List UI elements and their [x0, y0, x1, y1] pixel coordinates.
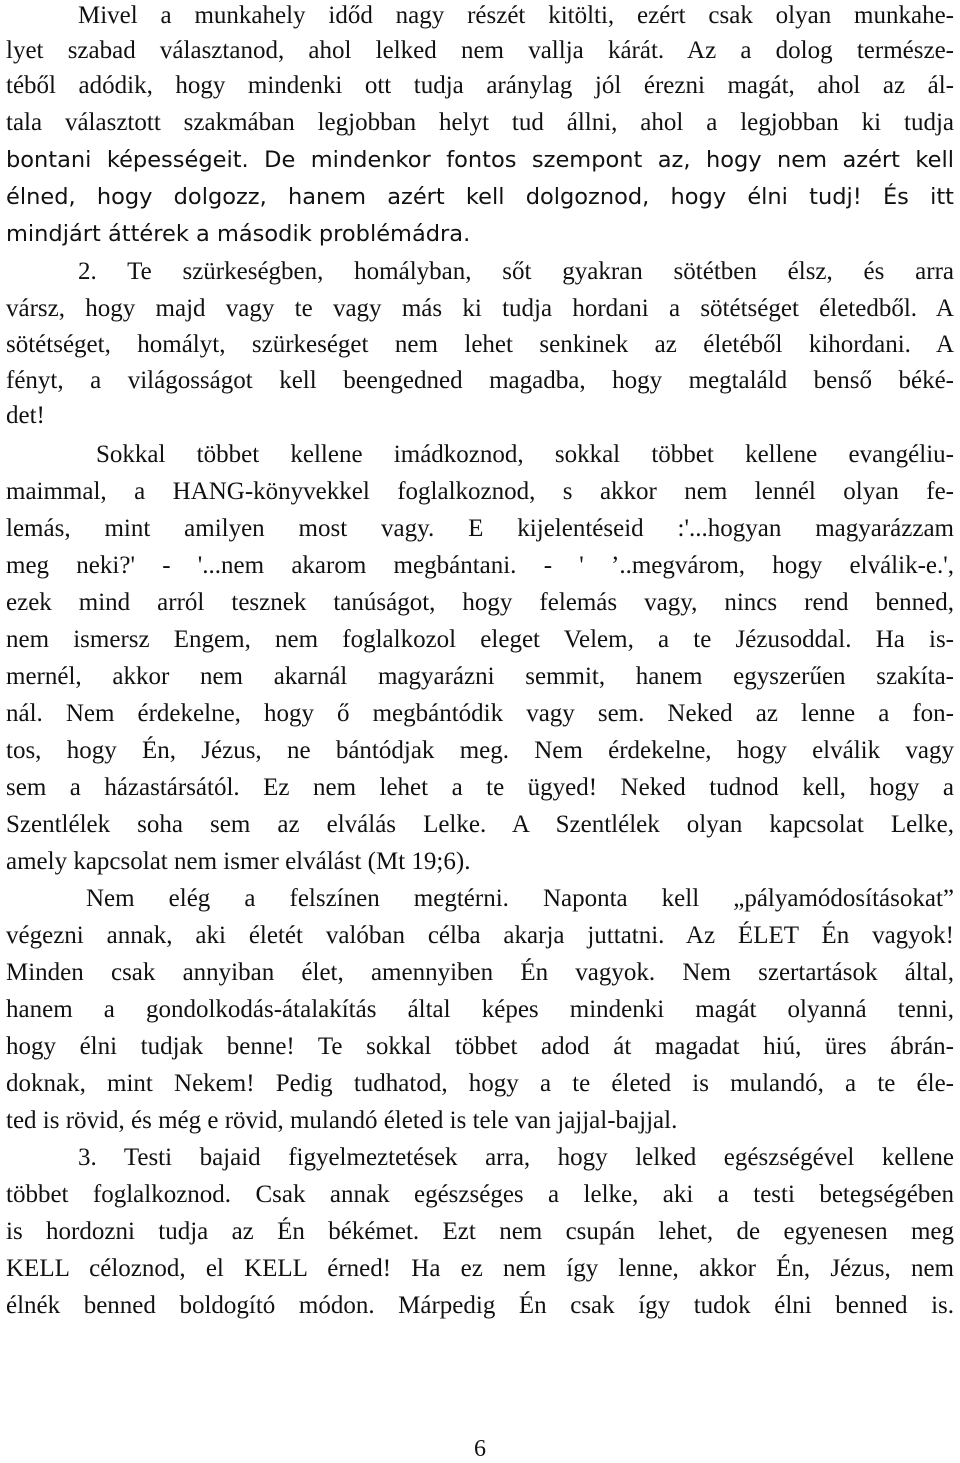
text-line: ezek mind arról tesznek tanúságot, hogy felemás vagy, nincs rend benned,: [6, 589, 954, 616]
text-line: Sokkal többet kellene imádkoznod, sokkal többet kellene evangéliu-: [96, 441, 954, 468]
text-line: hogy élni tudjak benne! Te sokkal többet adod át magadat hiú, üres ábrán-: [6, 1033, 954, 1060]
text-line: téből adódik, hogy mindenki ott tudja aránylag jól érezni magát, ahol az ál-: [6, 72, 954, 99]
text-line: sem a házastársától. Ez nem lehet a te ügyed! Neked tudnod kell, hogy a: [6, 774, 954, 801]
text-line: Mivel a munkahely időd nagy részét kitölti, ezért csak olyan munkahe-: [78, 2, 954, 29]
text-line: meg neki?' - '...nem akarom megbántani. - ' ’..megvárom, hogy elválik-e.',: [6, 552, 954, 579]
text-line: mernél, akkor nem akarnál magyarázni semmit, hanem egyszerűen szakíta-: [6, 663, 954, 690]
text-line: hanem a gondolkodás-átalakítás által képes mindenki magát olyanná tenni,: [6, 996, 954, 1023]
text-line: 3. Testi bajaid figyelmeztetések arra, hogy lelked egészségével kellene: [78, 1144, 954, 1171]
text-line: élnék benned boldogító módon. Márpedig Én csak így tudok élni benned is.: [6, 1292, 954, 1319]
text-line: sötétséget, homályt, szürkeséget nem lehet senkinek az életéből kihordani. A: [6, 331, 954, 358]
text-line: élned, hogy dolgozz, hanem azért kell dolgoznod, hogy élni tudj! És itt: [6, 184, 954, 210]
text-line: ted is rövid, és még e rövid, mulandó életed is tele van jajjal-bajjal.: [6, 1107, 678, 1134]
text-line: doknak, mint Nekem! Pedig tudhatod, hogy a te életed is mulandó, a te éle-: [6, 1070, 954, 1097]
text-line: végezni annak, aki életét valóban célba akarja juttatni. Az ÉLET Én vagyok!: [6, 922, 954, 949]
text-line: lyet szabad választanod, ahol lelked nem vallja kárát. Az a dolog természe-: [6, 37, 954, 64]
text-line: nem ismersz Engem, nem foglalkozol eleget Velem, a te Jézusoddal. Ha is-: [6, 626, 954, 653]
text-line: Minden csak annyiban élet, amennyiben Én vagyok. Nem szertartások által,: [6, 959, 954, 986]
text-line: többet foglalkoznod. Csak annak egészséges a lelke, aki a testi betegségében: [6, 1181, 954, 1208]
text-line: fényt, a világosságot kell beengedned magadba, hogy megtaláld benső béké-: [6, 367, 954, 394]
text-line: bontani képességeit. De mindenkor fontos szempont az, hogy nem azért kell: [6, 147, 954, 173]
text-line: Nem elég a felszínen megtérni. Naponta kell „pályamódosításokat”: [86, 885, 954, 912]
text-line: is hordozni tudja az Én békémet. Ezt nem csupán lehet, de egyenesen meg: [6, 1218, 954, 1245]
text-line: nál. Nem érdekelne, hogy ő megbántódik vagy sem. Neked az lenne a fon-: [6, 700, 954, 727]
text-line: tala választott szakmában legjobban helyt tud állni, ahol a legjobban ki tudja: [6, 109, 954, 136]
text-line: KELL céloznod, el KELL érned! Ha ez nem így lenne, akkor Én, Jézus, nem: [6, 1255, 954, 1282]
text-line: maimmal, a HANG-könyvekkel foglalkoznod, s akkor nem lennél olyan fe-: [6, 478, 954, 505]
text-line: lemás, mint amilyen most vagy. E kijelentéseid :'...hogyan magyarázzam: [6, 515, 954, 542]
text-line: amely kapcsolat nem ismer elválást (Mt 19;6).: [6, 848, 471, 875]
text-line: det!: [6, 402, 45, 429]
text-line: mindjárt áttérek a második problémádra.: [6, 221, 471, 247]
text-line: Szentlélek soha sem az elválás Lelke. A Szentlélek olyan kapcsolat Lelke,: [6, 811, 954, 838]
text-line: 2. Te szürkeségben, homályban, sőt gyakran sötétben élsz, és arra: [78, 258, 954, 285]
text-line: tos, hogy Én, Jézus, ne bántódjak meg. Nem érdekelne, hogy elválik vagy: [6, 737, 954, 764]
page-number: 6: [474, 1436, 486, 1462]
text-line: vársz, hogy majd vagy te vagy más ki tudja hordani a sötétséget életedből. A: [6, 295, 954, 322]
